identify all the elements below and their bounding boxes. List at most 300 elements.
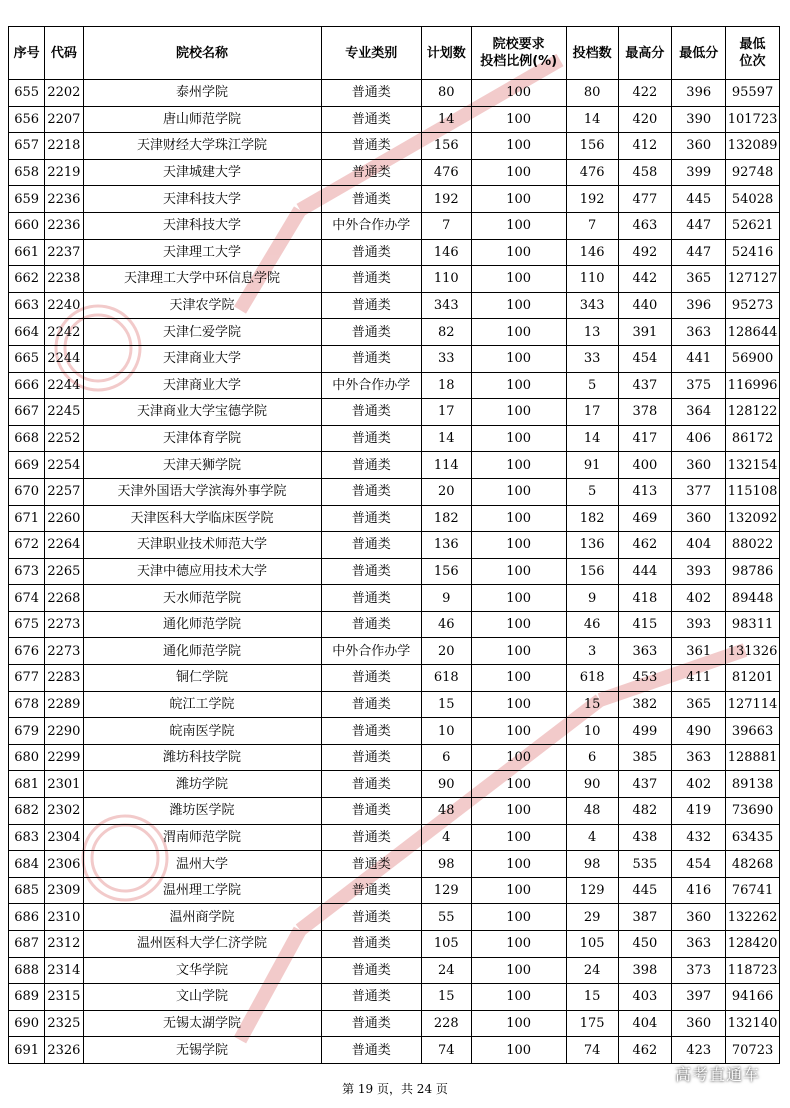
table-row — [9, 984, 780, 1011]
table-cell: 天津商业大学 — [83, 345, 321, 372]
table-cell: 90 — [566, 771, 618, 798]
table-cell: 天津商业大学 — [83, 372, 321, 399]
table-cell: 普通类 — [321, 399, 421, 426]
table-cell: 360 — [672, 133, 726, 160]
table-cell: 普通类 — [321, 771, 421, 798]
column-header: 最低 位次 — [726, 27, 780, 80]
table-cell: 403 — [618, 984, 672, 1011]
table-row — [9, 186, 780, 213]
table-cell: 文华学院 — [83, 957, 321, 984]
column-header: 计划数 — [421, 27, 471, 80]
table-cell: 74 — [566, 1037, 618, 1064]
table-cell: 2207 — [45, 106, 83, 133]
table-cell: 2254 — [45, 452, 83, 479]
table-cell: 2283 — [45, 665, 83, 692]
table-cell: 115108 — [726, 478, 780, 505]
table-cell: 146 — [421, 239, 471, 266]
table-cell: 普通类 — [321, 824, 421, 851]
table-cell: 14 — [566, 106, 618, 133]
table-cell: 416 — [672, 877, 726, 904]
table-cell: 15 — [421, 691, 471, 718]
table-cell: 天津财经大学珠江学院 — [83, 133, 321, 160]
table-cell: 156 — [421, 558, 471, 585]
table-cell: 2252 — [45, 425, 83, 452]
table-cell: 皖江工学院 — [83, 691, 321, 718]
table-cell: 通化师范学院 — [83, 611, 321, 638]
table-cell: 129 — [566, 877, 618, 904]
table-cell: 48 — [566, 798, 618, 825]
table-cell: 676 — [9, 638, 45, 665]
table-cell: 688 — [9, 957, 45, 984]
table-cell: 普通类 — [321, 133, 421, 160]
table-cell: 396 — [672, 292, 726, 319]
table-cell: 363 — [618, 638, 672, 665]
table-cell: 48268 — [726, 851, 780, 878]
table-cell: 492 — [618, 239, 672, 266]
table-row — [9, 478, 780, 505]
table-cell: 2325 — [45, 1010, 83, 1037]
table-cell: 5 — [566, 478, 618, 505]
table-cell: 4 — [421, 824, 471, 851]
table-cell: 413 — [618, 478, 672, 505]
table-cell: 400 — [618, 452, 672, 479]
page-footer: 第 19 页，共 24 页 — [342, 1082, 448, 1096]
table-cell: 136 — [566, 532, 618, 559]
table-cell: 156 — [566, 558, 618, 585]
table-cell: 95597 — [726, 80, 780, 107]
table-cell: 657 — [9, 133, 45, 160]
table-cell: 404 — [618, 1010, 672, 1037]
table-cell: 17 — [421, 399, 471, 426]
table-cell: 444 — [618, 558, 672, 585]
table-cell: 453 — [618, 665, 672, 692]
table-cell: 129 — [421, 877, 471, 904]
table-cell: 铜仁学院 — [83, 665, 321, 692]
table-cell: 682 — [9, 798, 45, 825]
table-cell: 温州商学院 — [83, 904, 321, 931]
table-cell: 679 — [9, 718, 45, 745]
table-cell: 689 — [9, 984, 45, 1011]
table-cell: 普通类 — [321, 691, 421, 718]
table-row — [9, 691, 780, 718]
table-cell: 127127 — [726, 266, 780, 293]
table-cell: 天津外国语大学滨海外事学院 — [83, 478, 321, 505]
table-cell: 535 — [618, 851, 672, 878]
table-row — [9, 611, 780, 638]
table-cell: 114 — [421, 452, 471, 479]
table-cell: 127114 — [726, 691, 780, 718]
table-cell: 天水师范学院 — [83, 585, 321, 612]
table-cell: 20 — [421, 478, 471, 505]
table-cell: 110 — [566, 266, 618, 293]
table-cell: 146 — [566, 239, 618, 266]
table-cell: 691 — [9, 1037, 45, 1064]
table-header-row — [9, 27, 780, 80]
table-cell: 365 — [672, 691, 726, 718]
table-cell: 445 — [672, 186, 726, 213]
table-cell: 2273 — [45, 611, 83, 638]
table-cell: 2245 — [45, 399, 83, 426]
table-cell: 100 — [471, 159, 566, 186]
table-cell: 462 — [618, 532, 672, 559]
table-cell: 普通类 — [321, 744, 421, 771]
table-cell: 100 — [471, 372, 566, 399]
table-cell: 普通类 — [321, 558, 421, 585]
table-row — [9, 425, 780, 452]
table-cell: 2315 — [45, 984, 83, 1011]
table-cell: 29 — [566, 904, 618, 931]
column-header: 院校要求 投档比例(%) — [471, 27, 566, 80]
table-cell: 666 — [9, 372, 45, 399]
table-cell: 128420 — [726, 931, 780, 958]
table-cell: 普通类 — [321, 292, 421, 319]
table-cell: 普通类 — [321, 319, 421, 346]
table-cell: 476 — [566, 159, 618, 186]
table-cell: 402 — [672, 771, 726, 798]
table-cell: 399 — [672, 159, 726, 186]
table-cell: 2236 — [45, 212, 83, 239]
table-cell: 156 — [421, 133, 471, 160]
table-cell: 100 — [471, 399, 566, 426]
table-row — [9, 159, 780, 186]
table-cell: 438 — [618, 824, 672, 851]
table-cell: 665 — [9, 345, 45, 372]
table-cell: 669 — [9, 452, 45, 479]
table-cell: 普通类 — [321, 984, 421, 1011]
table-cell: 128881 — [726, 744, 780, 771]
table-cell: 2306 — [45, 851, 83, 878]
table-row — [9, 1037, 780, 1064]
table-cell: 100 — [471, 186, 566, 213]
table-cell: 中外合作办学 — [321, 372, 421, 399]
table-cell: 128644 — [726, 319, 780, 346]
table-cell: 192 — [421, 186, 471, 213]
table-cell: 3 — [566, 638, 618, 665]
table-cell: 100 — [471, 532, 566, 559]
table-cell: 2264 — [45, 532, 83, 559]
table-cell: 684 — [9, 851, 45, 878]
table-cell: 668 — [9, 425, 45, 452]
column-header: 院校名称 — [83, 27, 321, 80]
table-cell: 89138 — [726, 771, 780, 798]
table-cell: 天津体育学院 — [83, 425, 321, 452]
table-cell: 454 — [618, 345, 672, 372]
table-cell: 46 — [566, 611, 618, 638]
table-cell: 6 — [421, 744, 471, 771]
table-cell: 98311 — [726, 611, 780, 638]
table-cell: 潍坊科技学院 — [83, 744, 321, 771]
table-cell: 100 — [471, 851, 566, 878]
table-cell: 476 — [421, 159, 471, 186]
table-cell: 76741 — [726, 877, 780, 904]
table-cell: 中外合作办学 — [321, 638, 421, 665]
table-cell: 687 — [9, 931, 45, 958]
table-cell: 普通类 — [321, 665, 421, 692]
table-cell: 450 — [618, 931, 672, 958]
table-cell: 普通类 — [321, 877, 421, 904]
table-cell: 363 — [672, 931, 726, 958]
table-cell: 360 — [672, 904, 726, 931]
table-cell: 105 — [421, 931, 471, 958]
table-cell: 490 — [672, 718, 726, 745]
table-cell: 80 — [421, 80, 471, 107]
table-cell: 天津仁爱学院 — [83, 319, 321, 346]
table-cell: 382 — [618, 691, 672, 718]
table-cell: 92748 — [726, 159, 780, 186]
table-row — [9, 744, 780, 771]
table-cell: 360 — [672, 505, 726, 532]
table-cell: 690 — [9, 1010, 45, 1037]
table-cell: 2304 — [45, 824, 83, 851]
table-cell: 655 — [9, 80, 45, 107]
table-cell: 100 — [471, 80, 566, 107]
table-cell: 101723 — [726, 106, 780, 133]
table-cell: 55 — [421, 904, 471, 931]
table-cell: 70723 — [726, 1037, 780, 1064]
table-cell: 100 — [471, 212, 566, 239]
table-body — [9, 80, 780, 1064]
table-cell: 14 — [566, 425, 618, 452]
table-cell: 15 — [566, 984, 618, 1011]
table-cell: 343 — [566, 292, 618, 319]
table-cell: 无锡学院 — [83, 1037, 321, 1064]
table-cell: 2310 — [45, 904, 83, 931]
table-row — [9, 665, 780, 692]
table-cell: 74 — [421, 1037, 471, 1064]
table-cell: 89448 — [726, 585, 780, 612]
table-cell: 469 — [618, 505, 672, 532]
table-cell: 363 — [672, 744, 726, 771]
table-cell: 9 — [421, 585, 471, 612]
table-cell: 渭南师范学院 — [83, 824, 321, 851]
table-cell: 683 — [9, 824, 45, 851]
table-cell: 387 — [618, 904, 672, 931]
table-cell: 110 — [421, 266, 471, 293]
table-cell: 192 — [566, 186, 618, 213]
table-cell: 普通类 — [321, 239, 421, 266]
table-cell: 普通类 — [321, 159, 421, 186]
table-cell: 458 — [618, 159, 672, 186]
table-cell: 664 — [9, 319, 45, 346]
table-cell: 415 — [618, 611, 672, 638]
table-cell: 天津中德应用技术大学 — [83, 558, 321, 585]
table-cell: 100 — [471, 771, 566, 798]
table-cell: 18 — [421, 372, 471, 399]
table-cell: 116996 — [726, 372, 780, 399]
table-cell: 2218 — [45, 133, 83, 160]
table-cell: 天津科技大学 — [83, 186, 321, 213]
table-cell: 396 — [672, 80, 726, 107]
table-row — [9, 399, 780, 426]
table-cell: 81201 — [726, 665, 780, 692]
table-row — [9, 452, 780, 479]
table-cell: 98786 — [726, 558, 780, 585]
table-cell: 82 — [421, 319, 471, 346]
table-cell: 63435 — [726, 824, 780, 851]
table-row — [9, 532, 780, 559]
table-cell: 100 — [471, 1037, 566, 1064]
table-row — [9, 877, 780, 904]
table-cell: 440 — [618, 292, 672, 319]
table-cell: 温州理工学院 — [83, 877, 321, 904]
table-cell: 2302 — [45, 798, 83, 825]
admission-table — [8, 26, 780, 1064]
table-cell: 343 — [421, 292, 471, 319]
table-cell: 100 — [471, 425, 566, 452]
table-cell: 95273 — [726, 292, 780, 319]
table-row — [9, 558, 780, 585]
table-cell: 2219 — [45, 159, 83, 186]
table-cell: 128122 — [726, 399, 780, 426]
table-cell: 91 — [566, 452, 618, 479]
table-cell: 2290 — [45, 718, 83, 745]
table-cell: 402 — [672, 585, 726, 612]
table-cell: 普通类 — [321, 904, 421, 931]
table-cell: 100 — [471, 718, 566, 745]
table-cell: 7 — [421, 212, 471, 239]
table-cell: 680 — [9, 744, 45, 771]
table-cell: 5 — [566, 372, 618, 399]
table-row — [9, 638, 780, 665]
table-cell: 33 — [566, 345, 618, 372]
table-cell: 普通类 — [321, 585, 421, 612]
table-cell: 686 — [9, 904, 45, 931]
table-cell: 364 — [672, 399, 726, 426]
table-cell: 普通类 — [321, 80, 421, 107]
table-cell: 136 — [421, 532, 471, 559]
table-cell: 361 — [672, 638, 726, 665]
table-cell: 天津天狮学院 — [83, 452, 321, 479]
table-cell: 普通类 — [321, 798, 421, 825]
table-cell: 普通类 — [321, 505, 421, 532]
table-cell: 442 — [618, 266, 672, 293]
table-cell: 2244 — [45, 345, 83, 372]
table-cell: 2314 — [45, 957, 83, 984]
table-cell: 52416 — [726, 239, 780, 266]
table-cell: 86172 — [726, 425, 780, 452]
column-header: 序号 — [9, 27, 45, 80]
table-cell: 20 — [421, 638, 471, 665]
table-cell: 391 — [618, 319, 672, 346]
table-cell: 477 — [618, 186, 672, 213]
table-cell: 天津职业技术师范大学 — [83, 532, 321, 559]
table-cell: 132154 — [726, 452, 780, 479]
table-cell: 406 — [672, 425, 726, 452]
table-cell: 373 — [672, 957, 726, 984]
table-cell: 663 — [9, 292, 45, 319]
table-cell: 泰州学院 — [83, 80, 321, 107]
table-row — [9, 824, 780, 851]
table-cell: 100 — [471, 106, 566, 133]
table-cell: 普通类 — [321, 186, 421, 213]
table-cell: 14 — [421, 425, 471, 452]
table-row — [9, 771, 780, 798]
table-cell: 100 — [471, 585, 566, 612]
table-cell: 132262 — [726, 904, 780, 931]
table-cell: 673 — [9, 558, 45, 585]
table-cell: 182 — [566, 505, 618, 532]
table-cell: 100 — [471, 452, 566, 479]
table-row — [9, 904, 780, 931]
table-cell: 420 — [618, 106, 672, 133]
table-row — [9, 851, 780, 878]
table-cell: 447 — [672, 239, 726, 266]
table-cell: 80 — [566, 80, 618, 107]
table-cell: 温州大学 — [83, 851, 321, 878]
table-cell: 432 — [672, 824, 726, 851]
table-cell: 14 — [421, 106, 471, 133]
table-cell: 普通类 — [321, 931, 421, 958]
table-cell: 100 — [471, 345, 566, 372]
table-row — [9, 798, 780, 825]
table-cell: 2257 — [45, 478, 83, 505]
table-cell: 677 — [9, 665, 45, 692]
table-cell: 132089 — [726, 133, 780, 160]
table-cell: 375 — [672, 372, 726, 399]
table-cell: 462 — [618, 1037, 672, 1064]
table-cell: 潍坊学院 — [83, 771, 321, 798]
table-cell: 661 — [9, 239, 45, 266]
table-cell: 天津理工大学中环信息学院 — [83, 266, 321, 293]
table-cell: 393 — [672, 611, 726, 638]
table-cell: 685 — [9, 877, 45, 904]
table-cell: 普通类 — [321, 718, 421, 745]
table-cell: 通化师范学院 — [83, 638, 321, 665]
table-cell: 15 — [566, 691, 618, 718]
table-cell: 无锡太湖学院 — [83, 1010, 321, 1037]
table-cell: 618 — [421, 665, 471, 692]
table-cell: 普通类 — [321, 532, 421, 559]
table-cell: 667 — [9, 399, 45, 426]
table-cell: 48 — [421, 798, 471, 825]
table-cell: 670 — [9, 478, 45, 505]
table-cell: 156 — [566, 133, 618, 160]
table-row — [9, 1010, 780, 1037]
table-cell: 天津商业大学宝德学院 — [83, 399, 321, 426]
table-cell: 131326 — [726, 638, 780, 665]
table-cell: 656 — [9, 106, 45, 133]
table-cell: 100 — [471, 904, 566, 931]
table-cell: 88022 — [726, 532, 780, 559]
table-cell: 671 — [9, 505, 45, 532]
table-cell: 文山学院 — [83, 984, 321, 1011]
table-cell: 普通类 — [321, 106, 421, 133]
table-cell: 100 — [471, 611, 566, 638]
table-cell: 普通类 — [321, 851, 421, 878]
table-cell: 418 — [618, 585, 672, 612]
table-cell: 24 — [566, 957, 618, 984]
table-cell: 100 — [471, 984, 566, 1011]
table-cell: 13 — [566, 319, 618, 346]
table-cell: 100 — [471, 665, 566, 692]
table-row — [9, 931, 780, 958]
table-cell: 100 — [471, 1010, 566, 1037]
table-cell: 411 — [672, 665, 726, 692]
table-cell: 普通类 — [321, 478, 421, 505]
table-cell: 437 — [618, 372, 672, 399]
table-cell: 10 — [566, 718, 618, 745]
table-cell: 404 — [672, 532, 726, 559]
table-cell: 天津科技大学 — [83, 212, 321, 239]
table-cell: 52621 — [726, 212, 780, 239]
table-cell: 100 — [471, 505, 566, 532]
column-header: 最低分 — [672, 27, 726, 80]
table-cell: 54028 — [726, 186, 780, 213]
table-row — [9, 266, 780, 293]
table-cell: 2268 — [45, 585, 83, 612]
table-cell: 天津农学院 — [83, 292, 321, 319]
table-cell: 445 — [618, 877, 672, 904]
